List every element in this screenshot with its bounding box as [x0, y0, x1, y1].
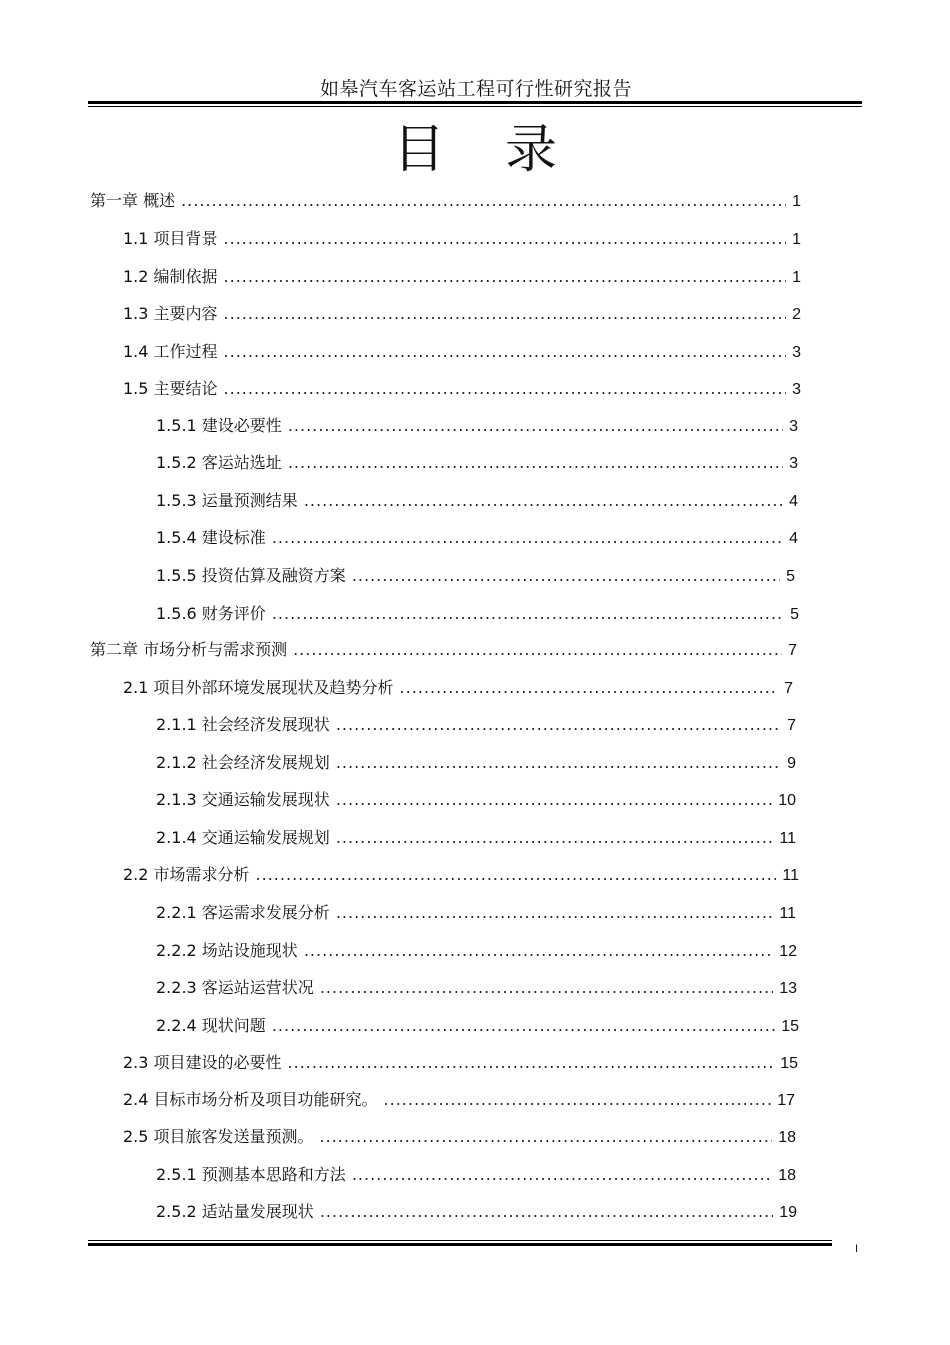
toc-entry-label: 1.5.4 建设标准 — [156, 528, 266, 547]
toc-entry-page: 7 — [784, 680, 793, 697]
header-rule-thin — [88, 106, 862, 107]
toc-entry[interactable] — [156, 451, 798, 475]
toc-dot-leader — [336, 751, 781, 775]
toc-dot-leader — [352, 564, 780, 588]
toc-entry[interactable] — [90, 189, 801, 213]
toc-entry-label: 1.3 主要内容 — [123, 304, 218, 323]
toc-entry-label: 2.5.1 预测基本思路和方法 — [156, 1165, 346, 1184]
toc-entry-page: 11 — [779, 905, 796, 922]
toc-dot-leader — [336, 713, 781, 737]
toc-entry-page: 9 — [787, 755, 796, 772]
toc-entry-page: 7 — [788, 642, 797, 659]
toc-heading: 目录 — [392, 120, 617, 180]
toc-dot-leader — [400, 676, 779, 700]
toc-entry-label: 1.1 项目背景 — [123, 229, 218, 248]
toc-entry[interactable] — [123, 1125, 796, 1149]
toc-entry-label: 2.2.3 客运站运营状况 — [156, 978, 314, 997]
toc-dot-leader — [288, 1051, 775, 1075]
toc-entry-label: 2.2.1 客运需求发展分析 — [156, 903, 330, 922]
toc-entry-page: 1 — [792, 193, 801, 210]
toc-entry-label: 1.5.5 投资估算及融资方案 — [156, 566, 346, 585]
toc-dot-leader — [384, 1088, 772, 1112]
toc-entry-label: 2.1.2 社会经济发展规划 — [156, 753, 330, 772]
toc-entry[interactable] — [90, 638, 797, 662]
toc-dot-leader — [224, 377, 787, 401]
toc-dot-leader — [320, 976, 773, 1000]
toc-entry[interactable] — [156, 489, 798, 513]
toc-dot-leader — [320, 1125, 773, 1149]
toc-entry[interactable] — [156, 526, 798, 550]
toc-entry-label: 第二章 市场分析与需求预测 — [90, 640, 288, 659]
toc-entry[interactable] — [123, 227, 801, 251]
toc-entry-label: 2.1.3 交通运输发展现状 — [156, 790, 330, 809]
toc-dot-leader — [224, 265, 787, 289]
toc-entry-page: 13 — [779, 980, 797, 997]
toc-entry-page: 3 — [789, 455, 798, 472]
toc-entry-label: 1.4 工作过程 — [123, 342, 218, 361]
toc-entry-label: 2.2.4 现状问题 — [156, 1016, 266, 1035]
toc-entry-label: 2.5.2 适站量发展现状 — [156, 1202, 314, 1221]
toc-entry-label: 2.5 项目旅客发送量预测。 — [123, 1127, 314, 1146]
toc-entry[interactable] — [123, 265, 801, 289]
toc-entry[interactable] — [156, 713, 796, 737]
toc-entry-label: 1.2 编制依据 — [123, 267, 218, 286]
toc-entry-label: 2.3 项目建设的必要性 — [123, 1053, 282, 1072]
toc-entry-label: 2.4 目标市场分析及项目功能研究。 — [123, 1090, 378, 1109]
toc-entry[interactable] — [156, 976, 797, 1000]
toc-dot-leader — [288, 451, 783, 475]
toc-entry-page: 11 — [779, 830, 796, 847]
toc-entry[interactable] — [123, 676, 793, 700]
header-rule-thick — [88, 101, 862, 104]
toc-entry-page: 15 — [780, 1055, 798, 1072]
toc-entry-label: 1.5.3 运量预测结果 — [156, 491, 298, 510]
toc-entry[interactable] — [156, 414, 798, 438]
toc-entry[interactable] — [156, 1200, 797, 1224]
toc-entry[interactable] — [123, 1051, 798, 1075]
toc-entry[interactable] — [156, 751, 796, 775]
toc-entry-page: 10 — [778, 792, 796, 809]
toc-entry-page: 12 — [779, 943, 797, 960]
toc-entry[interactable] — [123, 1088, 795, 1112]
toc-entry[interactable] — [156, 1163, 796, 1187]
toc-entry-label: 2.1 项目外部环境发展现状及趋势分析 — [123, 678, 394, 697]
toc-entry[interactable] — [156, 939, 797, 963]
toc-dot-leader — [224, 227, 787, 251]
toc-entry-page: 3 — [792, 344, 801, 361]
toc-dot-leader — [272, 526, 783, 550]
toc-dot-leader — [224, 302, 787, 326]
toc-entry-page: 18 — [778, 1167, 796, 1184]
toc-dot-leader — [304, 939, 773, 963]
toc-dot-leader — [352, 1163, 772, 1187]
toc-entry-label: 1.5 主要结论 — [123, 379, 218, 398]
toc-entry-page: 7 — [787, 717, 796, 734]
toc-dot-leader — [293, 638, 782, 662]
toc-entry-page: 19 — [779, 1204, 797, 1221]
toc-dot-leader — [336, 901, 774, 925]
toc-dot-leader — [320, 1200, 773, 1224]
toc-entry-page: 1 — [792, 231, 801, 248]
toc-entry-page: 3 — [789, 418, 798, 435]
toc-entry-label: 2.2.2 场站设施现状 — [156, 941, 298, 960]
toc-entry-page: 4 — [789, 493, 798, 510]
toc-entry[interactable] — [123, 377, 801, 401]
toc-dot-leader — [272, 602, 784, 626]
toc-dot-leader — [272, 1014, 775, 1038]
toc-entry-page: 4 — [789, 530, 798, 547]
toc-entry-page: 5 — [790, 606, 799, 623]
toc-entry-label: 2.2 市场需求分析 — [123, 865, 250, 884]
toc-entry-page: 18 — [778, 1129, 796, 1146]
toc-entry-label: 1.5.6 财务评价 — [156, 604, 266, 623]
toc-entry[interactable] — [123, 302, 801, 326]
toc-entry-page: 15 — [781, 1018, 799, 1035]
toc-entry[interactable] — [156, 901, 796, 925]
footer-rule-thin — [88, 1240, 832, 1241]
toc-dot-leader — [288, 414, 783, 438]
toc-dot-leader — [256, 863, 777, 887]
toc-entry-label: 1.5.2 客运站选址 — [156, 453, 282, 472]
toc-entry[interactable] — [156, 788, 796, 812]
toc-entry-page: 2 — [792, 306, 801, 323]
toc-entry[interactable] — [156, 826, 796, 850]
footer-rule-thick — [88, 1243, 832, 1246]
toc-dot-leader — [304, 489, 783, 513]
toc-entry-label: 第一章 概述 — [90, 191, 176, 210]
report-title: 如皋汽车客运站工程可行性研究报告 — [319, 78, 632, 100]
toc-entry[interactable] — [156, 1014, 799, 1038]
toc-dot-leader — [336, 826, 774, 850]
toc-dot-leader — [336, 788, 772, 812]
toc-entry[interactable] — [156, 602, 799, 626]
toc-entry-page: 11 — [782, 867, 799, 884]
toc-entry-page: 1 — [792, 269, 801, 286]
toc-entry-page: 17 — [777, 1092, 795, 1109]
toc-entry-label: 2.1.1 社会经济发展现状 — [156, 715, 330, 734]
toc-dot-leader — [224, 340, 787, 364]
toc-entry-page: 5 — [786, 568, 795, 585]
toc-entry[interactable] — [156, 564, 795, 588]
toc-entry-label: 2.1.4 交通运输发展规划 — [156, 828, 330, 847]
footer-page-number: I — [855, 1243, 859, 1255]
toc-entry[interactable] — [123, 340, 801, 364]
toc-entry-label: 1.5.1 建设必要性 — [156, 416, 282, 435]
toc-entry[interactable] — [123, 863, 799, 887]
toc-entry-page: 3 — [792, 381, 801, 398]
toc-dot-leader — [181, 189, 786, 213]
